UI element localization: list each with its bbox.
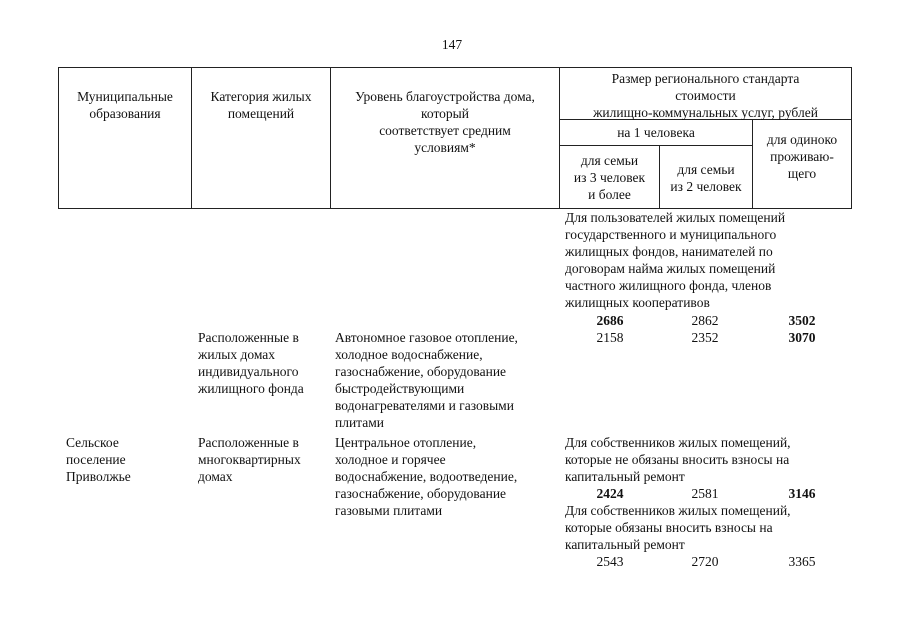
value-family2-contribution: 2720 [691, 554, 719, 569]
category-apartment-buildings: Расположенные в многоквартирных домах [198, 435, 301, 484]
header-single: для одиноко проживаю- щего [766, 132, 838, 181]
header-family2: для семьи из 2 человек [670, 162, 742, 194]
value-single-individual: 3070 [788, 330, 816, 345]
header-per-person: на 1 человека [617, 125, 695, 140]
value-family3-contribution: 2543 [596, 554, 624, 569]
header-category: Категория жилых помещений [210, 89, 312, 121]
header-family3: для семьи из 3 человек и более [573, 153, 646, 202]
note-owners-no-contribution: Для собственников жилых помещений, которые не обязаны вносить взносы на капитальный ремонт [565, 435, 791, 484]
category-individual-houses: Расположенные в жилых домах индивидуального жилищного фонда [198, 330, 304, 396]
value-single-no-contribution: 3146 [788, 486, 816, 501]
value-single-users: 3502 [788, 313, 816, 328]
level-apartment-buildings: Центральное отопление, холодное и горячее водоснабжение, водоотведение, газоснабжение, оборудование газовыми плитами [335, 435, 518, 518]
value-single-contribution: 3365 [788, 554, 816, 569]
value-family2-no-contribution: 2581 [691, 486, 719, 501]
municipality-name: Сельское поселение Приволжье [66, 435, 131, 484]
note-owners-contribution: Для собственников жилых помещений, которые обязаны вносить взносы на капитальный ремонт [565, 503, 791, 552]
value-family2-users: 2862 [691, 313, 719, 328]
page-number: 147 [441, 37, 463, 52]
value-family3-no-contribution: 2424 [596, 486, 624, 501]
value-family3-users: 2686 [596, 313, 624, 328]
header-level: Уровень благоустройства дома, который соответствует средним условиям* [355, 89, 535, 155]
note-users-housing: Для пользователей жилых помещений государственного и муниципального жилищных фондов, нанимателей по договорам найма жилых помещений частного жилищного фонда, членов жилищных кооперативов [565, 210, 786, 310]
level-individual-houses: Автономное газовое отопление, холодное водоснабжение, газоснабжение, оборудование быстродействующими водонагревателями и газовыми плитами [335, 330, 518, 430]
value-family3-individual: 2158 [596, 330, 624, 345]
header-municipal: Муниципальные образования [77, 89, 173, 121]
header-standard: Размер регионального стандарта стоимости жилищно-коммунальных услуг, рублей [593, 71, 818, 120]
value-family2-individual: 2352 [691, 330, 719, 345]
